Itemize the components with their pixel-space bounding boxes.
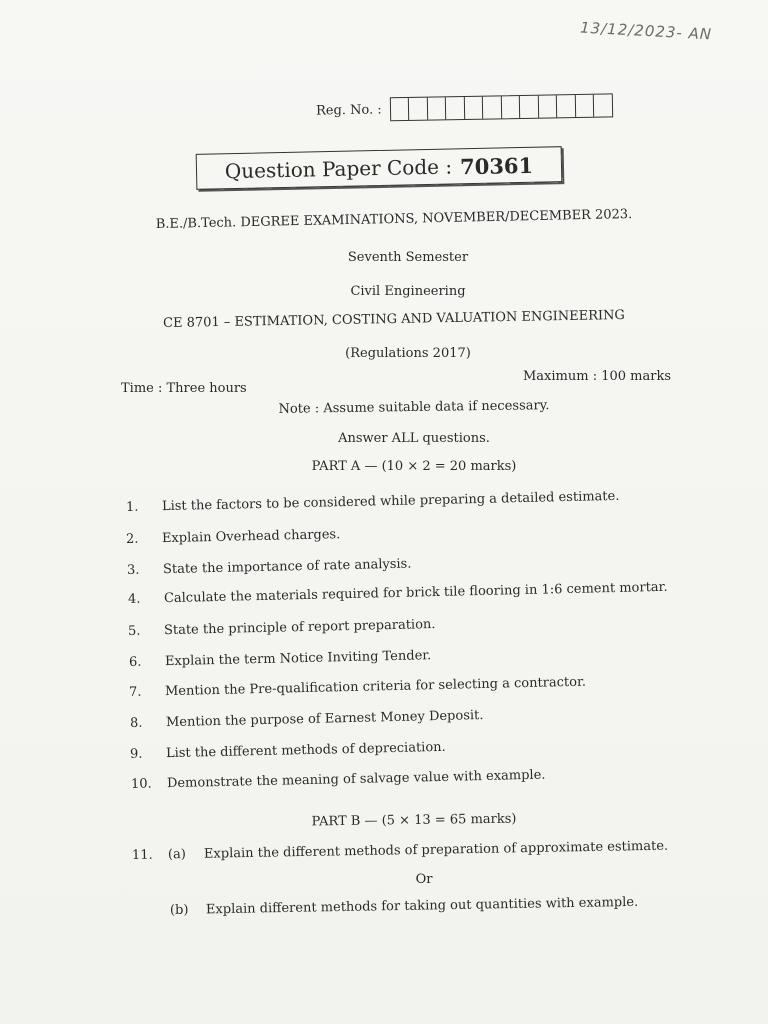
question-number: 5. xyxy=(127,623,141,639)
question-text: Demonstrate the meaning of salvage value with example. xyxy=(166,767,546,792)
question-paper-code-label: Question Paper Code : xyxy=(224,154,453,184)
question-item xyxy=(128,580,668,607)
maximum-marks: Maximum : 100 marks xyxy=(523,369,672,384)
question-text: Calculate the materials required for brick tile flooring in 1:6 cement mortar. xyxy=(163,579,668,607)
instruction: Answer ALL questions. xyxy=(338,431,490,446)
or-separator: Or xyxy=(415,872,433,887)
question-number: 11. xyxy=(131,847,153,863)
reg-no-digit-box xyxy=(501,96,520,118)
subject-title: CE 8701 – ESTIMATION, COSTING AND VALUATION ENGINEERING xyxy=(162,307,626,332)
question-number: 1. xyxy=(125,499,139,515)
part-a-heading: PART A — (10 × 2 = 20 marks) xyxy=(311,459,517,474)
question-text: Mention the Pre-qualification criteria for selecting a contractor. xyxy=(164,674,587,700)
reg-no-digit-box xyxy=(557,95,576,117)
reg-no-digit-box xyxy=(391,98,410,120)
question-text: List the factors to be considered while preparing a detailed estimate. xyxy=(161,488,620,515)
question-paper-code-box xyxy=(196,146,563,190)
question-number: 7. xyxy=(128,684,142,700)
question-text: List the different methods of depreciation. xyxy=(165,739,446,762)
degree-line: B.E./B.Tech. DEGREE EXAMINATIONS, NOVEMBER/DECEMBER 2023. xyxy=(155,207,633,232)
question-item xyxy=(128,617,436,639)
question-item xyxy=(129,648,432,670)
question-text: State the importance of rate analysis. xyxy=(162,556,412,578)
question-number: 6. xyxy=(128,654,142,670)
question-text: Explain the different methods of preparation of approximate estimate. xyxy=(203,838,669,862)
reg-no-digit-box xyxy=(428,97,447,119)
question-text: Explain different methods for taking out quantities with example. xyxy=(205,894,639,918)
question-number: 3. xyxy=(126,562,140,578)
reg-no-digit-box xyxy=(409,98,428,120)
question-item xyxy=(129,675,586,700)
sub-question-label: (a) xyxy=(167,847,187,863)
question-text: Explain the term Notice Inviting Tender. xyxy=(164,648,432,670)
reg-no-digit-box xyxy=(464,97,483,119)
reg-no-digit-box xyxy=(594,94,612,116)
question-item xyxy=(131,768,546,792)
time-allowed: Time : Three hours xyxy=(121,381,247,396)
question-number: 9. xyxy=(129,746,143,762)
question-text: Mention the purpose of Earnest Money Deposit. xyxy=(165,707,484,731)
reg-no-digit-box xyxy=(575,95,594,117)
question-number: 10. xyxy=(130,776,152,792)
question-number: 8. xyxy=(129,715,143,731)
question-item xyxy=(126,489,620,515)
question-item xyxy=(127,557,412,578)
reg-no-boxes xyxy=(389,93,612,121)
reg-no-digit-box xyxy=(446,97,465,119)
question-item xyxy=(130,740,446,762)
note: Note : Assume suitable data if necessary. xyxy=(278,398,550,417)
reg-no-label: Reg. No. : xyxy=(315,101,382,119)
regulations: (Regulations 2017) xyxy=(345,346,471,361)
part-b-heading: PART B — (5 × 13 = 65 marks) xyxy=(311,811,517,830)
semester: Seventh Semester xyxy=(347,250,469,265)
reg-no-digit-box xyxy=(483,96,502,118)
question-11a xyxy=(132,839,668,863)
question-item xyxy=(130,708,484,731)
reg-no-digit-box xyxy=(538,95,557,117)
reg-no-digit-box xyxy=(520,96,539,118)
question-item xyxy=(126,527,341,547)
question-number: 2. xyxy=(125,531,139,547)
question-11b xyxy=(170,895,638,918)
question-number: 4. xyxy=(127,591,141,607)
handwritten-date: 13/12/2023- AN xyxy=(579,18,713,44)
question-text: State the principle of report preparation. xyxy=(163,617,436,639)
department: Civil Engineering xyxy=(350,284,466,299)
question-paper-code: 70361 xyxy=(459,152,534,179)
sub-question-label: (b) xyxy=(169,902,189,918)
question-text: Explain Overhead charges. xyxy=(161,527,341,547)
reg-no-row xyxy=(316,93,613,122)
